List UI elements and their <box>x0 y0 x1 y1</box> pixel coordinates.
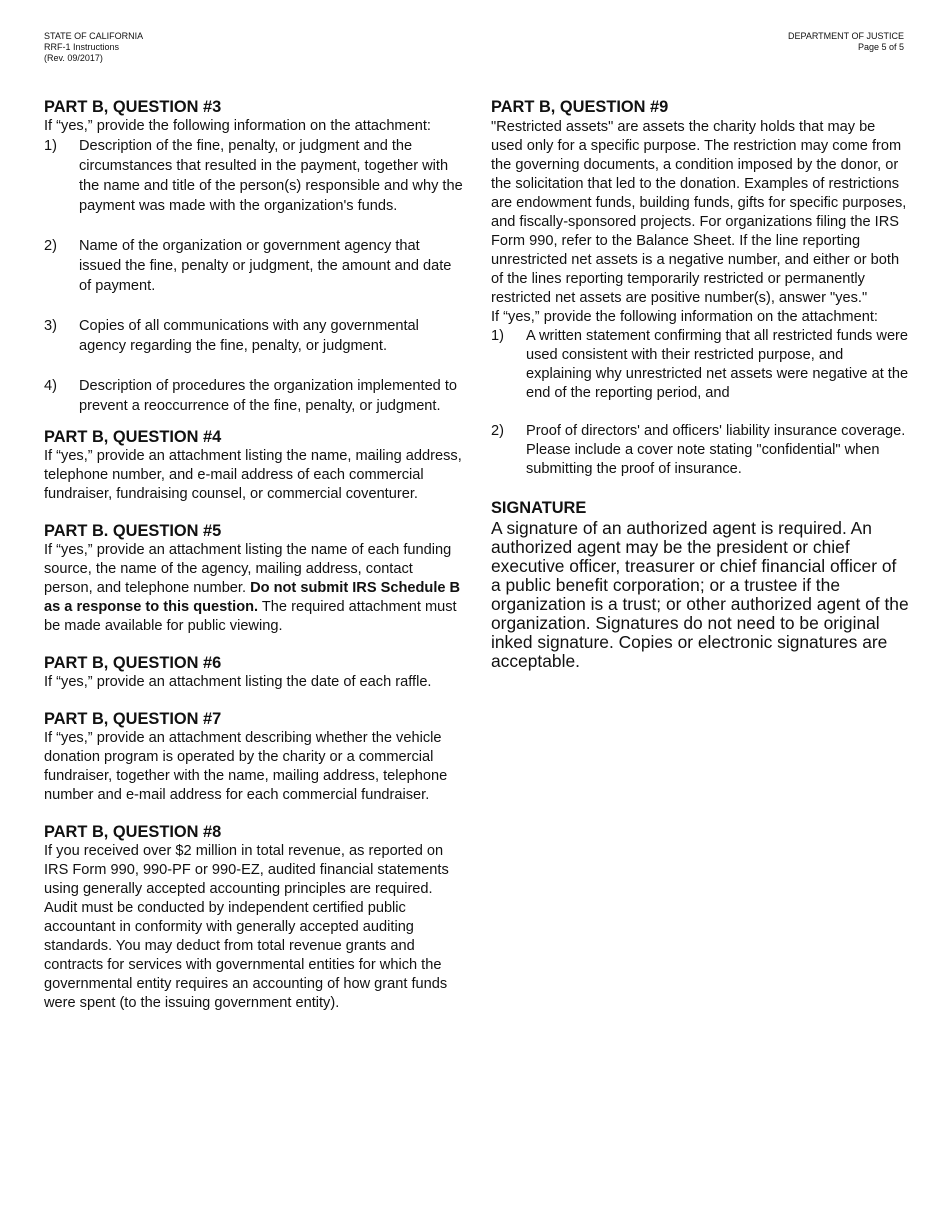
list-item: 1) Description of the fine, penalty, or judgment and the circumstances that resulted in the payment, together with the name and title of the person(s) responsible and why the payment was made with the organization's funds. <box>44 138 463 214</box>
question-9-text: "Restricted assets" are assets the charity holds that may be used only for a specific purpose. The restriction may come from the governing documents, a condition imposed by the donor, or the solicitation that led to the donation. Examples of restrictions are endowment funds, building funds, gifts for specific purposes, and fiscally-sponsored projects. For organizations filing the IRS Form 990, refer to the Balance Sheet. If the line reporting unrestricted net assets is a negative number, and either or both of the lines reporting temporarily restricted or permanently restricted net assets are positive number(s), answer "yes." <box>491 119 907 306</box>
section-question-7 <box>44 709 464 805</box>
question-8-heading: PART B, QUESTION #8 <box>44 823 222 841</box>
list-item: 1) A written statement confirming that all restricted funds were used consistent with their restricted purpose, and explaining why unrestricted net assets were negative at the end of the reporting period, and <box>491 328 909 401</box>
question-7-text: If “yes,” provide an attachment describing whether the vehicle donation program is operated by the charity or a commercial fundraiser, together with the name, mailing address, telephone number and e-mail address for each commercial fundraiser. <box>44 730 448 803</box>
header-revision: (Rev. 09/2017) <box>44 53 103 63</box>
question-3-heading: PART B, QUESTION #3 <box>44 98 222 116</box>
header-state: STATE OF CALIFORNIA <box>44 31 144 41</box>
question-3-list <box>44 136 464 416</box>
question-8-text: If you received over $2 million in total revenue, as reported on IRS Form 990, 990-PF or 990-EZ, audited financial statements using generally accepted accounting principles are required. Audit must be conducted by independent certified public accountant in conformity with generally accepted auditing standards. You may deduct from total revenue grants and contracts for services with governmental entities for which the governmental entity requires an accounting of how grant funds were spent (to the issuing government entity). <box>44 843 449 1011</box>
right-column <box>491 97 909 671</box>
section-question-3 <box>44 97 464 416</box>
question-4-heading: PART B, QUESTION #4 <box>44 428 222 446</box>
question-5-heading: PART B. QUESTION #5 <box>44 522 222 540</box>
header-page-number: Page 5 of 5 <box>857 42 904 52</box>
section-signature <box>491 498 909 671</box>
question-6-heading: PART B, QUESTION #6 <box>44 654 222 672</box>
question-6-text: If “yes,” provide an attachment listing the date of each raffle. <box>44 674 432 690</box>
question-9-intro: If “yes,” provide the following information on the attachment: <box>491 309 878 325</box>
question-5-bold-note: Do not submit IRS Schedule B as a response to this question. <box>44 580 461 615</box>
left-column <box>44 97 464 1030</box>
question-5-text: If “yes,” provide an attachment listing the name of each funding source, the name of the agency, mailing address, contact person, and telephone number. Do not submit IRS Schedule B as a response to this question. The required attachment must be made available for public viewing. <box>44 542 461 634</box>
question-9-list <box>491 327 909 479</box>
section-question-8 <box>44 822 464 1013</box>
list-item: 3) Copies of all communications with any governmental agency regarding the fine, penalty, or judgment. <box>44 318 419 354</box>
header-form-name: RRF-1 Instructions <box>44 42 120 52</box>
signature-text: A signature of an authorized agent is required. An authorized agent may be the president or chief executive officer, treasurer or chief financial officer of a public benefit corporation; or a trustee if the organization is a trust; or other authorized agent of the organization. Signatures do not need to be original inked signature. Copies or electronic signatures are acceptable. <box>491 518 909 671</box>
question-3-intro: If “yes,” provide the following information on the attachment: <box>44 118 431 134</box>
section-question-4 <box>44 427 464 504</box>
header-left <box>44 31 143 64</box>
signature-heading: SIGNATURE <box>491 499 587 517</box>
section-question-6 <box>44 653 464 692</box>
section-question-5 <box>44 521 464 636</box>
list-item: 4) Description of procedures the organization implemented to prevent a reoccurrence of the fine, penalty, or judgment. <box>44 378 458 414</box>
header-right <box>788 31 904 53</box>
question-9-heading: PART B, QUESTION #9 <box>491 98 669 116</box>
header-department: DEPARTMENT OF JUSTICE <box>787 31 904 41</box>
question-4-text: If “yes,” provide an attachment listing the name, mailing address, telephone number, and e-mail address of each commercial fundraiser, fundraising counsel, or commercial coventurer. <box>44 448 462 502</box>
list-item: 2) Proof of directors' and officers' liability insurance coverage. Please include a cover note stating "confidential" when submitting the proof of insurance. <box>491 423 906 477</box>
question-7-heading: PART B, QUESTION #7 <box>44 710 222 728</box>
list-item: 2) Name of the organization or government agency that issued the fine, penalty or judgment, the amount and date of payment. <box>44 238 452 294</box>
section-question-9 <box>491 97 909 479</box>
